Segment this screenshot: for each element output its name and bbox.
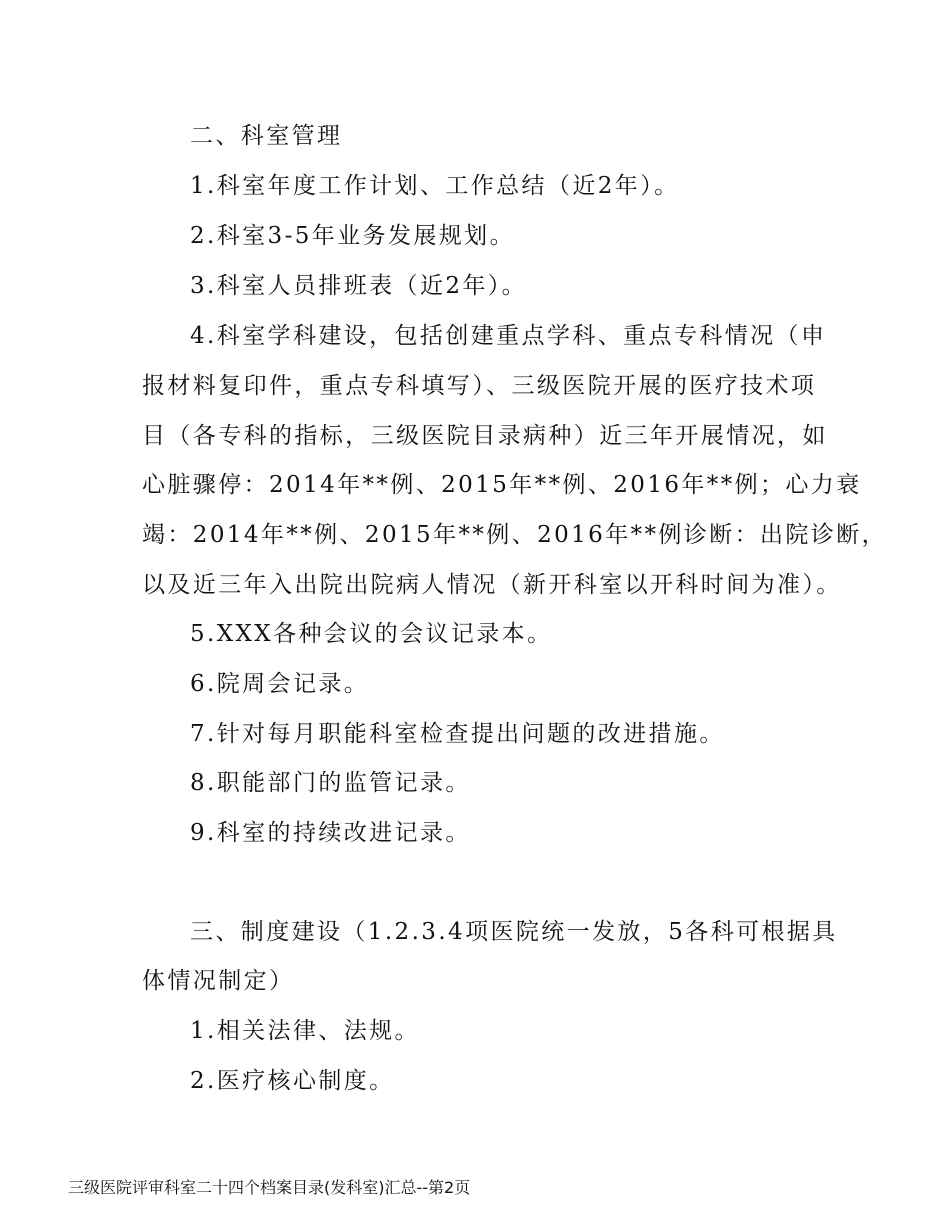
page-footer: 三级医院评审科室二十四个档案目录(发科室)汇总--第2页 [68,1178,471,1197]
list-item: 7.针对每月职能科室检查提出问题的改进措施。 [190,721,725,747]
list-item: 2.医疗核心制度。 [190,1068,395,1094]
list-item-continuation: 以及近三年入出院出院病人情况（新开科室以开科时间为准）。 [142,572,842,598]
section-heading-system: 三、制度建设（1.2.3.4项医院统一发放，5各科可根据具 [190,919,838,945]
list-item: 9.科室的持续改进记录。 [190,820,471,846]
list-item: 1.相关法律、法规。 [190,1018,420,1044]
list-item: 1.科室年度工作计划、工作总结（近2年）。 [190,173,680,199]
list-item: 3.科室人员排班表（近2年）。 [190,273,528,299]
list-item-continuation: 心脏骤停：2014年**例、2015年**例、2016年**例；心力衰 [142,472,862,498]
list-item-continuation: 目（各专科的指标，三级医院目录病种）近三年开展情况，如 [142,423,828,449]
list-item: 5.XXX各种会议的会议记录本。 [190,621,553,647]
section-heading-management: 二、科室管理 [190,123,343,149]
section-heading-continuation: 体情况制定） [142,968,295,994]
list-item: 2.科室3-5年业务发展规划。 [190,223,515,249]
list-item: 4.科室学科建设，包括创建重点学科、重点专科情况（申 [190,323,827,349]
list-item-continuation: 报材料复印件，重点专科填写）、三级医院开展的医疗技术项 [142,373,817,399]
list-item-continuation: 竭：2014年**例、2015年**例、2016年**例诊断：出院诊断， [142,522,887,548]
list-item: 6.院周会记录。 [190,671,370,697]
list-item: 8.职能部门的监管记录。 [190,770,471,796]
